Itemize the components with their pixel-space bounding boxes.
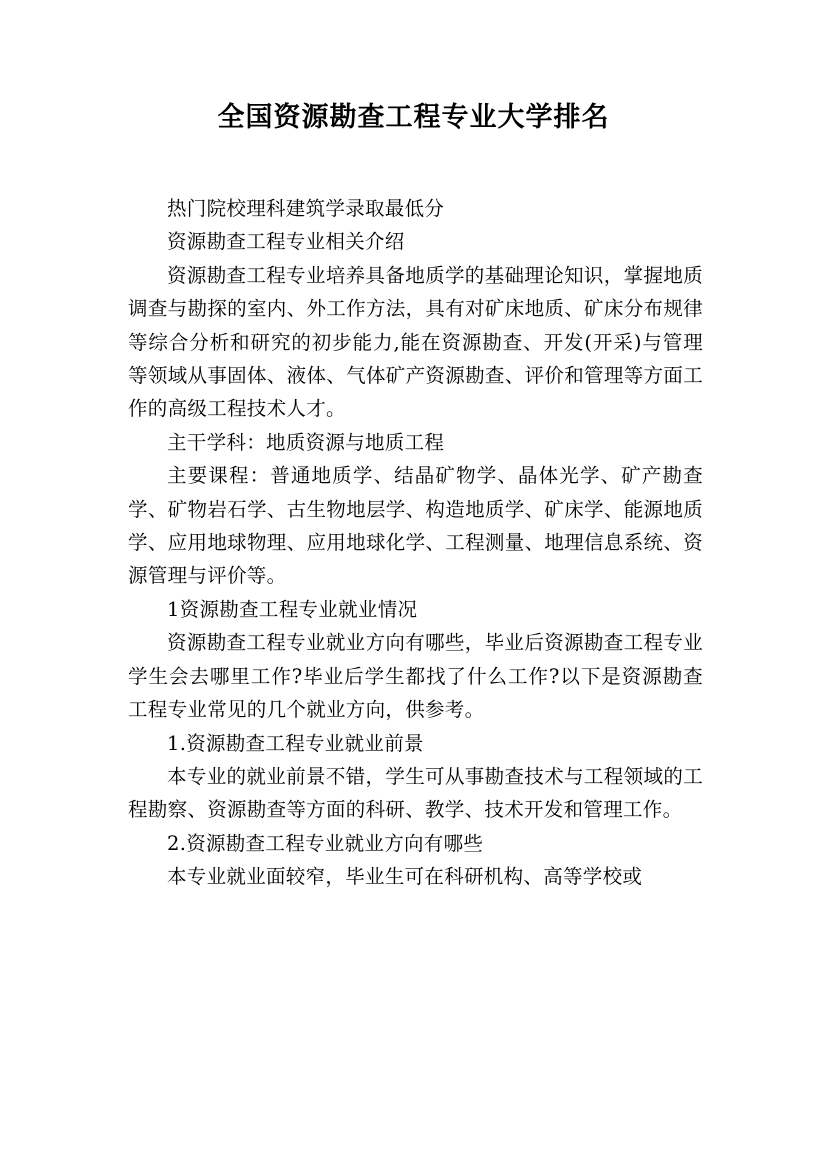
paragraph-prospects-heading: 1.资源勘查工程专业就业前景 bbox=[167, 731, 424, 755]
paragraph-prospects-body: 本专业的就业前景不错，学生可从事勘查技术与工程领域的工程勘察、资源勘查等方面的科研、教学、技术开发和管理工作。 bbox=[128, 764, 703, 822]
paragraph-hot-schools: 热门院校理科建筑学录取最低分 bbox=[167, 197, 445, 220]
document-body bbox=[128, 192, 703, 894]
document-title: 全国资源勘查工程专业大学排名 bbox=[217, 102, 610, 133]
paragraph-directions-body: 本专业就业面较窄，毕业生可在科研机构、高等学校或 bbox=[167, 865, 643, 889]
paragraph-employment-intro: 资源勘查工程专业就业方向有哪些，毕业后资源勘查工程专业学生会去哪里工作?毕业后学生都找了什么工作?以下是资源勘查工程专业常见的几个就业方向，供参考。 bbox=[128, 631, 703, 722]
paragraph-main-discipline: 主干学科：地质资源与地质工程 bbox=[167, 430, 445, 454]
paragraph-major-intro-heading: 资源勘查工程专业相关介绍 bbox=[167, 230, 405, 254]
paragraph-directions-heading: 2.资源勘查工程专业就业方向有哪些 bbox=[167, 831, 484, 855]
paragraph-main-courses: 主要课程：普通地质学、结晶矿物学、晶体光学、矿产勘查学、矿物岩石学、古生物地层学、构造地质学、矿床学、能源地质学、应用地球物理、应用地球化学、工程测量、地理信息系统、资源管理与评价等。 bbox=[128, 464, 703, 588]
paragraph-employment-heading: 1资源勘查工程专业就业情况 bbox=[167, 597, 418, 621]
paragraph-training-goal: 资源勘查工程专业培养具备地质学的基础理论知识，掌握地质调查与勘探的室内、外工作方法，具有对矿床地质、矿床分布规律等综合分析和研究的初步能力,能在资源勘查、开发(开采)与管理等领域从事固体、液体、气体矿产资源勘查、评价和管理等方面工作的高级工程技术人才。 bbox=[128, 263, 703, 421]
